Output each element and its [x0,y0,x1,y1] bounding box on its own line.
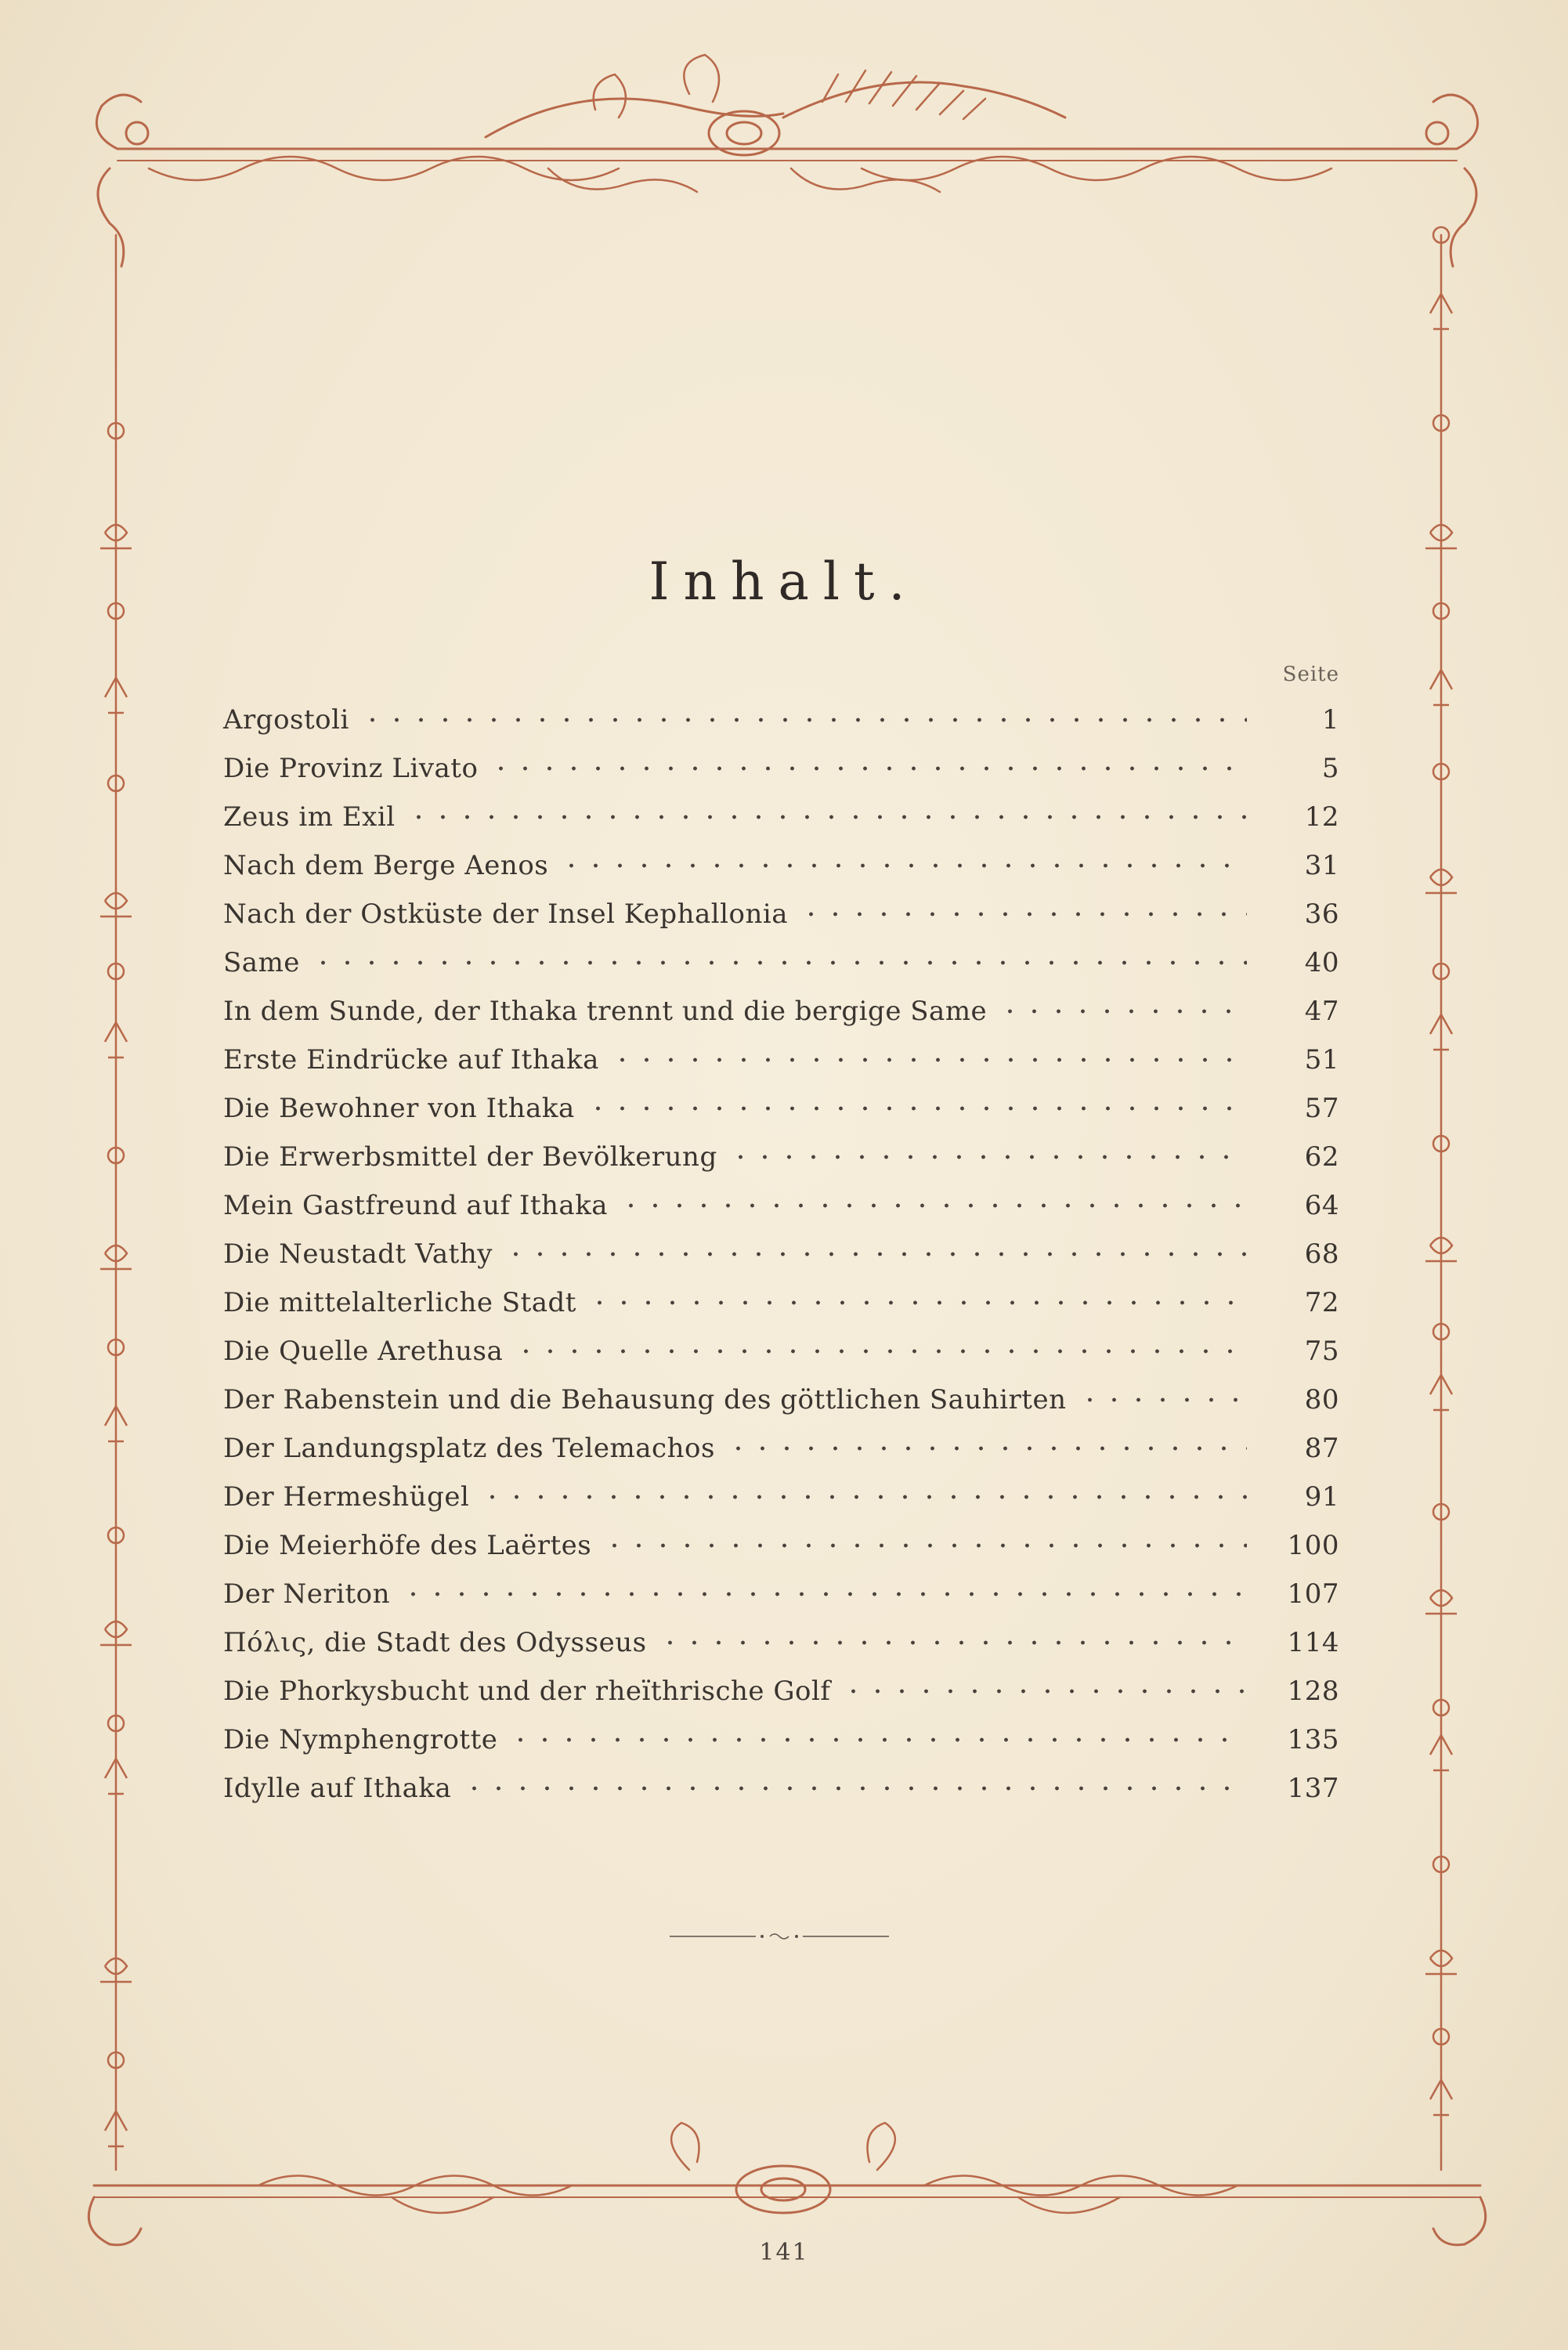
toc-dot-leader [619,1202,1247,1209]
toc-entry-title: Same [223,947,300,978]
toc-entry-page: 36 [1304,898,1339,930]
toc-dot-leader [504,1250,1247,1258]
section-divider [670,1932,889,1941]
toc-entry-page: 57 [1304,1093,1339,1124]
toc-dot-leader [610,1056,1247,1064]
toc-entry-title: Mein Gastfreund auf Ithaka [223,1190,609,1221]
toc-entry [223,890,1339,938]
toc-dot-leader [360,716,1247,724]
toc-entry-title: Nach der Ostküste der Insel Kephallonia [223,898,789,930]
toc-entry-page: 100 [1287,1530,1339,1561]
toc-entry [223,793,1339,841]
page-title: Inhalt. [649,551,919,613]
toc-entry [223,1084,1339,1133]
toc-entry [223,938,1339,987]
toc-entry-page: 135 [1287,1724,1339,1755]
toc-dot-leader [489,765,1247,772]
toc-entry-title: Der Rabenstein und die Behausung des göttlichen Sauhirten [223,1384,1067,1415]
toc-entry-page: 68 [1304,1238,1339,1270]
toc-entry-page: 137 [1287,1773,1339,1804]
toc-entry [223,1618,1339,1667]
toc-entry-title: Der Hermeshügel [223,1481,470,1513]
toc-entry-page: 5 [1321,753,1339,784]
toc-entry-page: 75 [1304,1336,1339,1367]
toc-entry-page: 12 [1304,801,1339,833]
toc-dot-leader [1078,1396,1248,1404]
toc-entry-title: Nach dem Berge Aenos [223,850,549,881]
toc-entry-page: 51 [1304,1044,1339,1076]
toc-entry-page: 47 [1304,996,1339,1027]
toc-entry [223,841,1339,890]
toc-entry [223,1424,1339,1473]
toc-entry-title: Die Provinz Livato [223,753,479,784]
toc-entry-title: Der Landungsplatz des Telemachos [223,1433,715,1464]
toc-entry-title: Die Erwerbsmittel der Bevölkerung [223,1141,717,1173]
toc-dot-leader [728,1153,1247,1161]
toc-entry-title: Die mittelalterliche Stadt [223,1287,576,1318]
toc-dot-leader [841,1687,1247,1695]
toc-entry-title: Πόλις, die Stadt des Odysseus [223,1627,647,1658]
toc-entry-page: 64 [1304,1190,1339,1221]
toc-dot-leader [586,1104,1247,1112]
toc-entry-page: 72 [1304,1287,1339,1318]
toc-dot-leader [401,1590,1247,1598]
toc-dot-leader [480,1493,1247,1501]
toc-entry-title: Die Nymphengrotte [223,1724,498,1755]
toc-entry-page: 1 [1321,704,1339,736]
toc-entry [223,1764,1339,1813]
toc-entry-page: 114 [1287,1627,1339,1658]
toc-entry-page: 128 [1287,1676,1339,1707]
toc-entry [223,1036,1339,1084]
toc-entry-title: In dem Sunde, der Ithaka trennt und die bergige Same [223,996,988,1027]
toc-entry [223,1473,1339,1521]
toc-dot-leader [508,1736,1247,1744]
toc-entry-title: Die Bewohner von Ithaka [223,1093,575,1124]
toc-entry-page: 80 [1304,1384,1339,1415]
toc-entry [223,987,1339,1036]
toc-entry-title: Argostoli [223,704,349,736]
toc-dot-leader [462,1784,1247,1792]
toc-entry-page: 62 [1304,1141,1339,1173]
toc-dot-leader [311,959,1247,967]
toc-dot-leader [406,813,1247,821]
toc-entry-title: Zeus im Exil [223,801,396,833]
page-number: 141 [759,2239,809,2266]
table-of-contents [223,696,1339,1813]
toc-entry-title: Der Neriton [223,1578,390,1610]
toc-entry [223,1133,1339,1181]
toc-dot-leader [998,1007,1247,1015]
toc-dot-leader [587,1299,1247,1307]
toc-dot-leader [799,910,1247,918]
toc-dot-leader [559,862,1247,870]
toc-entry-page: 40 [1304,947,1339,978]
toc-entry [223,696,1339,744]
toc-entry [223,1521,1339,1570]
toc-entry-title: Die Quelle Arethusa [223,1336,504,1367]
toc-entry [223,1327,1339,1376]
toc-dot-leader [602,1542,1247,1549]
toc-entry [223,1230,1339,1278]
toc-entry-title: Idylle auf Ithaka [223,1773,452,1804]
toc-entry [223,1570,1339,1618]
toc-entry-page: 107 [1287,1578,1339,1610]
toc-entry [223,1278,1339,1327]
toc-entry-title: Die Neustadt Vathy [223,1238,493,1270]
toc-entry-title: Die Phorkysbucht und der rheïthrische Golf [223,1676,831,1707]
toc-entry-page: 31 [1304,850,1339,881]
toc-entry-page: 91 [1304,1481,1339,1513]
toc-entry [223,1667,1339,1716]
page-column-label: Seite [1282,663,1339,686]
toc-dot-leader [726,1444,1247,1452]
toc-entry-title: Die Meierhöfe des Laërtes [223,1530,592,1561]
toc-entry [223,744,1339,793]
toc-dot-leader [658,1639,1247,1647]
toc-entry [223,1376,1339,1424]
toc-entry-page: 87 [1304,1433,1339,1464]
toc-entry-title: Erste Eindrücke auf Ithaka [223,1044,599,1076]
toc-entry [223,1181,1339,1230]
toc-entry [223,1716,1339,1764]
toc-dot-leader [514,1347,1247,1355]
